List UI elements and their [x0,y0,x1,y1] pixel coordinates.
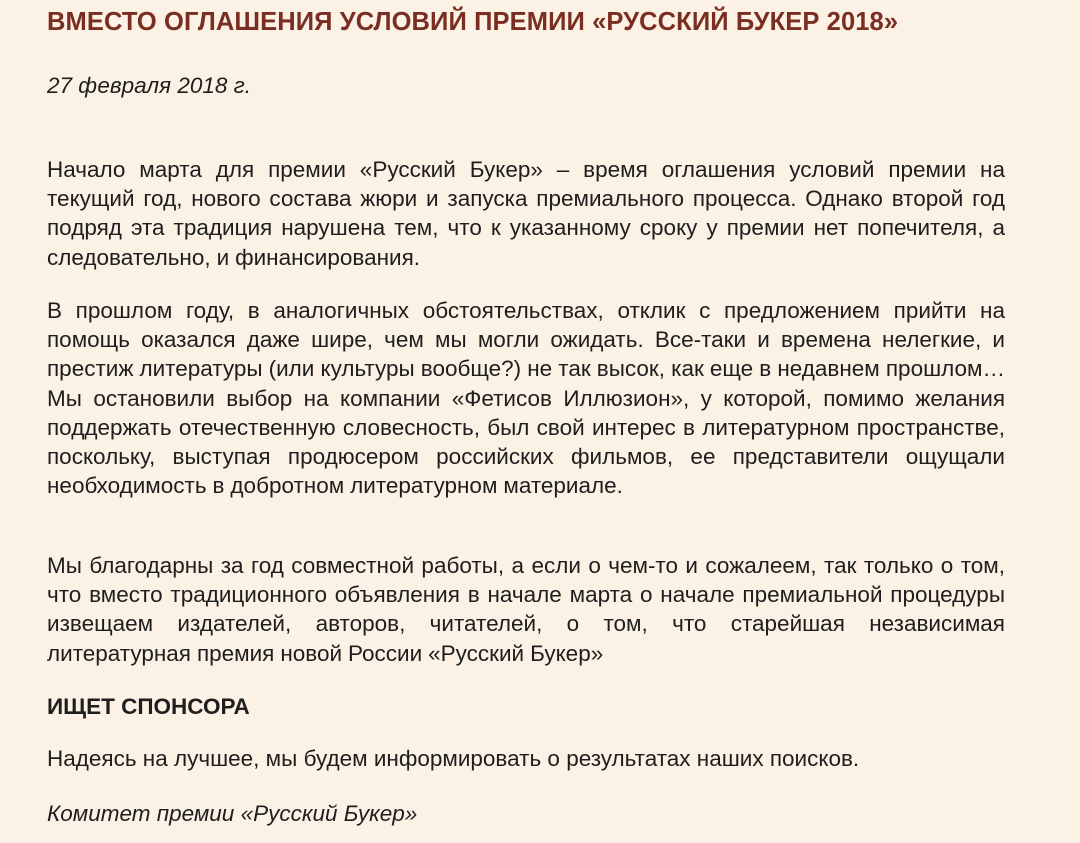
article-title: ВМЕСТО ОГЛАШЕНИЯ УСЛОВИЙ ПРЕМИИ «РУССКИЙ БУКЕР 2018» [47,8,899,36]
article-date: 27 февраля 2018 г. [47,73,251,98]
article-closing: Надеясь на лучшее, мы будем информировать о результатах наших поисков. [47,746,860,771]
article-paragraph-3: Мы благодарны за год совместной работы, а если о чем-то и сожалеем, так только о том, что вместо традиционного объявления в начале марта о начале премиальной процедуры извещаем издателей, авторов, читателей, о том, что старейшая независимая литературная премия новой России «Русский Букер» [47,553,1005,666]
article-paragraph-2: В прошлом году, в аналогичных обстоятельствах, отклик с предложением прийти на помощь оказался даже шире, чем мы могли ожидать. Все-таки и времена нелегкие, и престиж литературы (или культуры вообще?) не так высок, как еще в недавнем прошлом… Мы остановили выбор на компании «Фетисов Иллюзион», у которой, помимо желания поддержать отечественную словесность, был свой интерес в литературном пространстве, поскольку, выступая продюсером российских фильмов, ее представители ощущали необходимость в добротном литературном материале. [47,298,1005,499]
sponsor-heading: ИЩЕТ СПОНСОРА [47,694,250,719]
article-signature: Комитет премии «Русский Букер» [47,801,418,826]
article-paragraph-1: Начало марта для премии «Русский Букер» – время оглашения условий премии на текущий год, нового состава жюри и запуска премиального процесса. Однако второй год подряд эта традиция нарушена тем, что к указанному сроку у премии нет попечителя, а следовательно, и финансирования. [47,157,1005,270]
